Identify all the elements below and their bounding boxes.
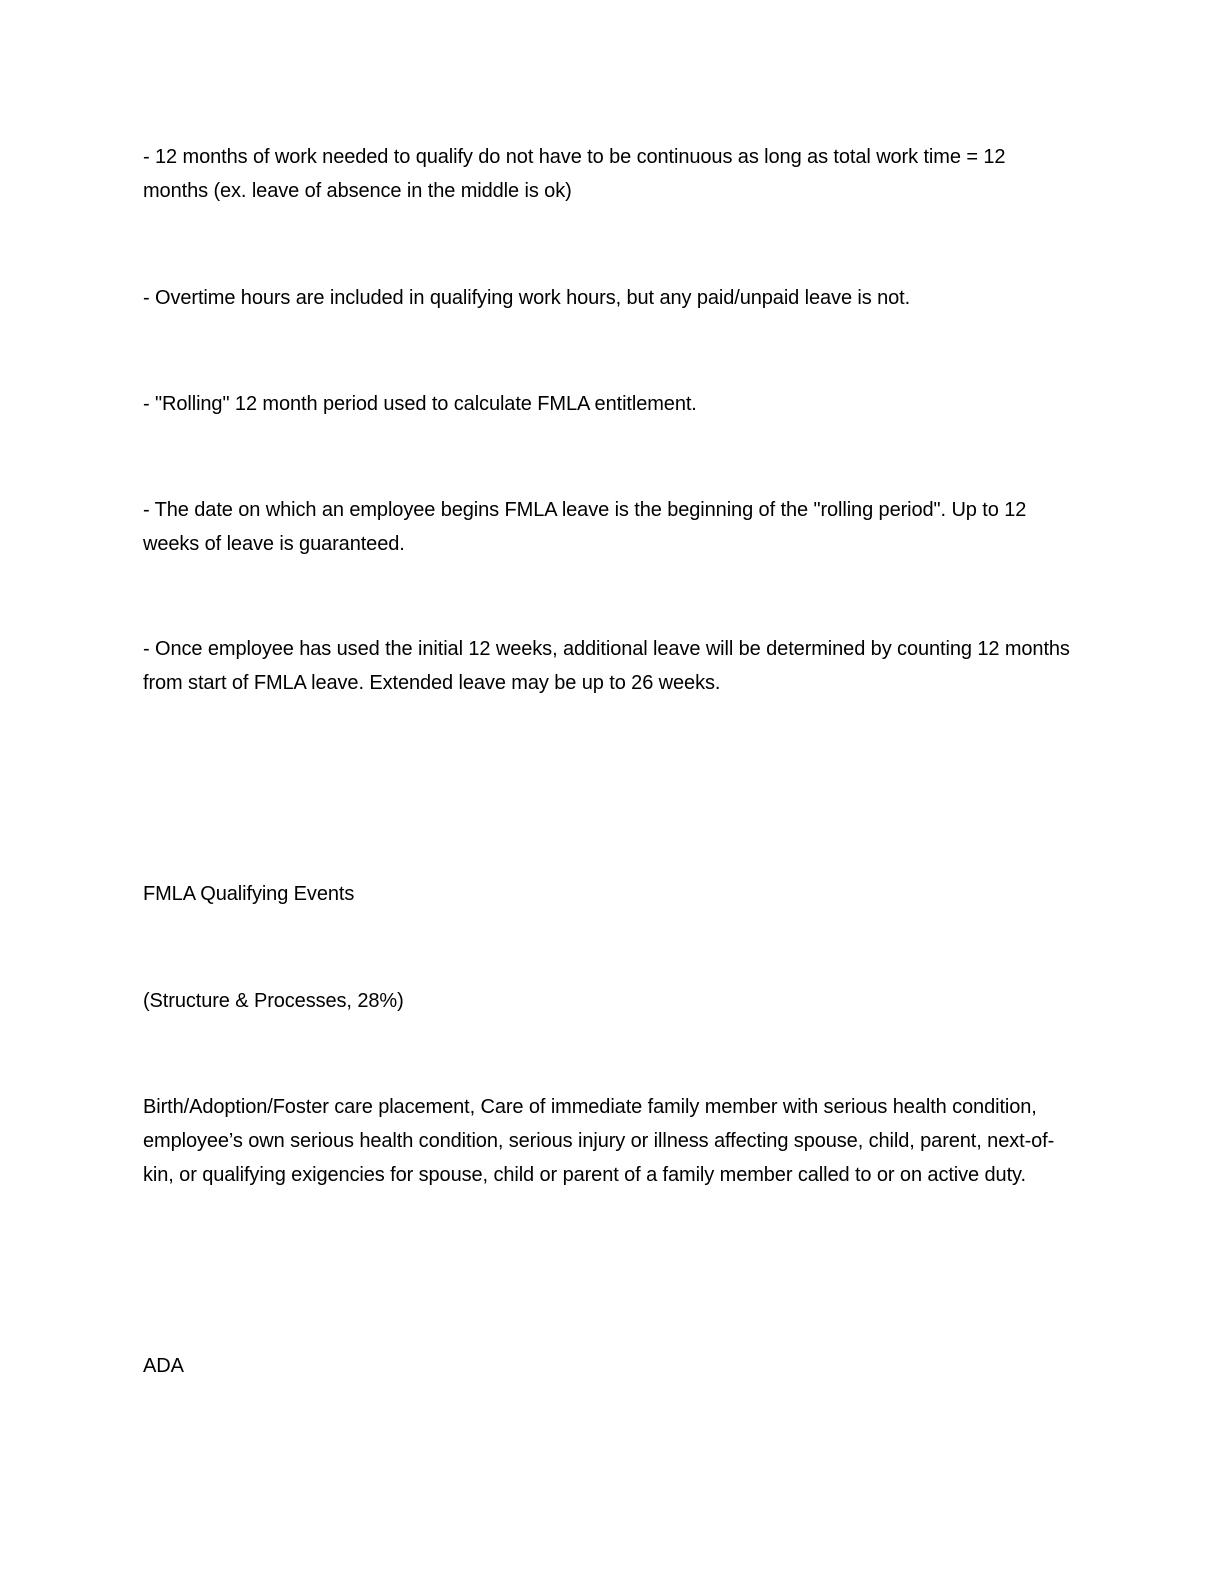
section-subheading-weight: (Structure & Processes, 28%) xyxy=(143,990,404,1012)
paragraph-extended-leave: - Once employee has used the initial 12 weeks, additional leave will be determined by counting 12 months from start of FMLA leave. Extended leave may be up to 26 weeks. xyxy=(143,638,1070,694)
section-heading-ada: ADA xyxy=(143,1355,184,1377)
paragraph-leave-start-date: - The date on which an employee begins FMLA leave is the beginning of the "rolling period". Up to 12 weeks of leave is guaranteed. xyxy=(143,499,1027,555)
paragraph-rolling-period: - "Rolling" 12 month period used to calculate FMLA entitlement. xyxy=(143,393,697,415)
section-heading-fmla-qualifying-events: FMLA Qualifying Events xyxy=(143,883,355,905)
paragraph-qualifying-events-list: Birth/Adoption/Foster care placement, Care of immediate family member with serious health condition, employee’s own serious health condition, serious injury or illness affecting spouse, child, parent, next-of-kin, or qualifying exigencies for spouse, child or parent of a family member called to or on active duty. xyxy=(143,1096,1055,1186)
paragraph-qualifying-months: - 12 months of work needed to qualify do not have to be continuous as long as total work time = 12 months (ex. leave of absence in the middle is ok) xyxy=(143,146,1006,202)
paragraph-overtime-hours: - Overtime hours are included in qualifying work hours, but any paid/unpaid leave is not. xyxy=(143,287,911,309)
